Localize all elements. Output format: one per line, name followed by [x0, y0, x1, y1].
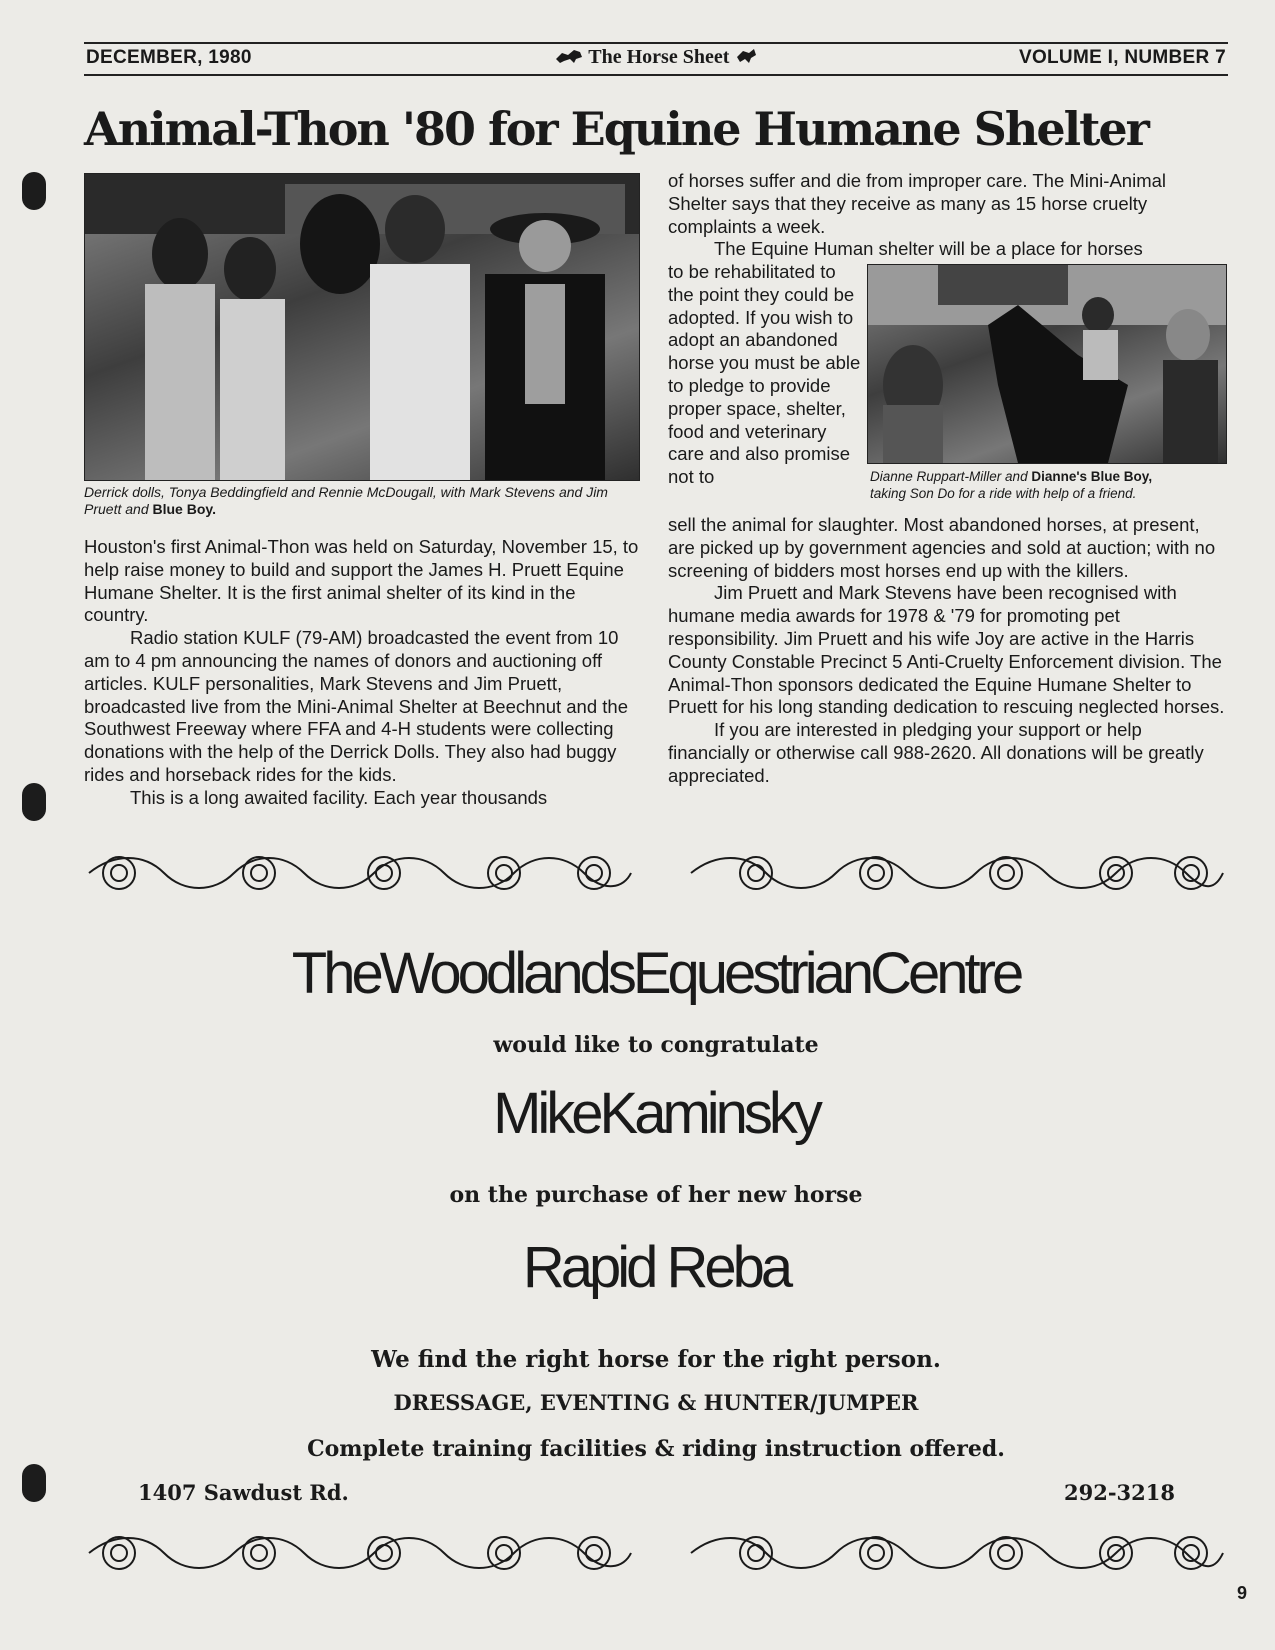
ad-purchase-line: on the purchase of her new horse	[449, 1182, 863, 1208]
photo2-caption-text-2: taking Son Do for a ride with help of a friend.	[870, 486, 1137, 501]
paragraph: If you are interested in pledging your support or help financially or otherwise call 988-2620. All donations will be greatly appreciated.	[668, 719, 1204, 786]
photo1-caption-bold: Blue Boy.	[152, 501, 217, 517]
photo-derrick-dolls	[84, 173, 640, 481]
article-wrap-text: to be rehabilitated to the point they could be adopted. If you wish to adopt an abandoned horse you must be able to pledge to provide proper space, shelter, food and veterinary care and also promise not to	[668, 261, 861, 488]
ornament-divider	[84, 848, 636, 898]
volume-number: VOLUME I, NUMBER 7	[1018, 47, 1226, 68]
paragraph: The Equine Human shelter will be a place for horses	[714, 238, 1143, 260]
ad-facilities: Complete training facilities & riding instruction offered.	[307, 1436, 1005, 1462]
horse-emblem-icon	[554, 47, 584, 65]
ad-business-name: TheWoodlandsEquestrianCentre	[291, 941, 1021, 1006]
horse-emblem-icon	[734, 47, 758, 65]
binder-hole-bottom	[22, 1464, 46, 1502]
photo1-caption-text: Derrick dolls, Tonya Beddingfield and Rennie McDougall, with Mark Stevens and Jim Pruett and	[84, 484, 608, 517]
article-column-2-bottom	[668, 514, 1228, 788]
ad-slogan: We find the right horse for the right person.	[371, 1346, 941, 1373]
photo-figures	[85, 174, 639, 480]
ad-phone: 292-3218	[1064, 1480, 1175, 1505]
paragraph: This is a long awaited facility. Each year thousands	[130, 786, 548, 808]
paragraph: of horses suffer and die from improper care. The Mini-Animal Shelter says that they receive as many as 15 horse cruelty complaints a week.	[668, 170, 1167, 237]
photo1-caption	[84, 484, 644, 518]
ad-address: 1407 Sawdust Rd.	[138, 1480, 349, 1505]
ad-disciplines: DRESSAGE, EVENTING & HUNTER/JUMPER	[393, 1390, 919, 1415]
article-column-2-top	[668, 170, 1228, 261]
photo-figures	[868, 265, 1226, 463]
photo-dianne-blue-boy	[867, 264, 1227, 464]
ad-buyer-name: MikeKaminsky	[493, 1081, 819, 1146]
ornament-divider	[686, 848, 1228, 898]
photo2-caption-bold: Dianne's Blue Boy,	[1031, 469, 1153, 484]
ad-horse-name: Rapid Reba	[522, 1235, 790, 1300]
masthead	[84, 42, 1228, 76]
article-column-1	[84, 536, 642, 810]
ornament-divider	[686, 1528, 1228, 1578]
ad-congratulate: would like to congratulate	[493, 1032, 819, 1058]
photo2-caption-text: Dianne Ruppart-Miller and	[870, 469, 1032, 484]
article-headline: Animal-Thon '80 for Equine Humane Shelter	[84, 102, 1148, 156]
paragraph: Radio station KULF (79-AM) broadcasted the event from 10 am to 4 pm announcing the names of donors and auctioning off articles. KULF personalities, Mark Stevens and Jim Pruett, broadcasted live from the Mini-Animal Shelter at Beechnut and the Southwest Freeway where FFA and 4-H students were collecting donations with the help of the Derrick Dolls. They also had buggy rides and horseback rides for the kids.	[84, 627, 628, 785]
paragraph: sell the animal for slaughter. Most abandoned horses, at present, are picked up by government agencies and sold at auction; with no screening of bidders most horses end up with the killers.	[668, 514, 1216, 581]
issue-date: DECEMBER, 1980	[86, 47, 252, 68]
binder-hole-middle	[22, 783, 46, 821]
ornament-divider	[84, 1528, 636, 1578]
binder-hole-top	[22, 172, 46, 210]
page-number: 9	[1236, 1583, 1247, 1603]
publication-title-text: The Horse Sheet	[588, 46, 730, 68]
paragraph: Houston's first Animal-Thon was held on Saturday, November 15, to help raise money to build and support the James H. Pruett Equine Humane Shelter. It is the first animal shelter of its kind in the country.	[84, 536, 639, 626]
photo2-caption	[870, 468, 1230, 502]
paragraph: Jim Pruett and Mark Stevens have been recognised with humane media awards for 1978 & '79 for promoting pet responsibility. Jim Pruett and his wife Joy are active in the Harris County Constable Precinct 5 Anti-Cruelty Enforcement division. The Animal-Thon sponsors dedicated the Equine Humane Shelter to Pruett for his long standing dedication to rescuing neglected horses.	[668, 582, 1225, 718]
